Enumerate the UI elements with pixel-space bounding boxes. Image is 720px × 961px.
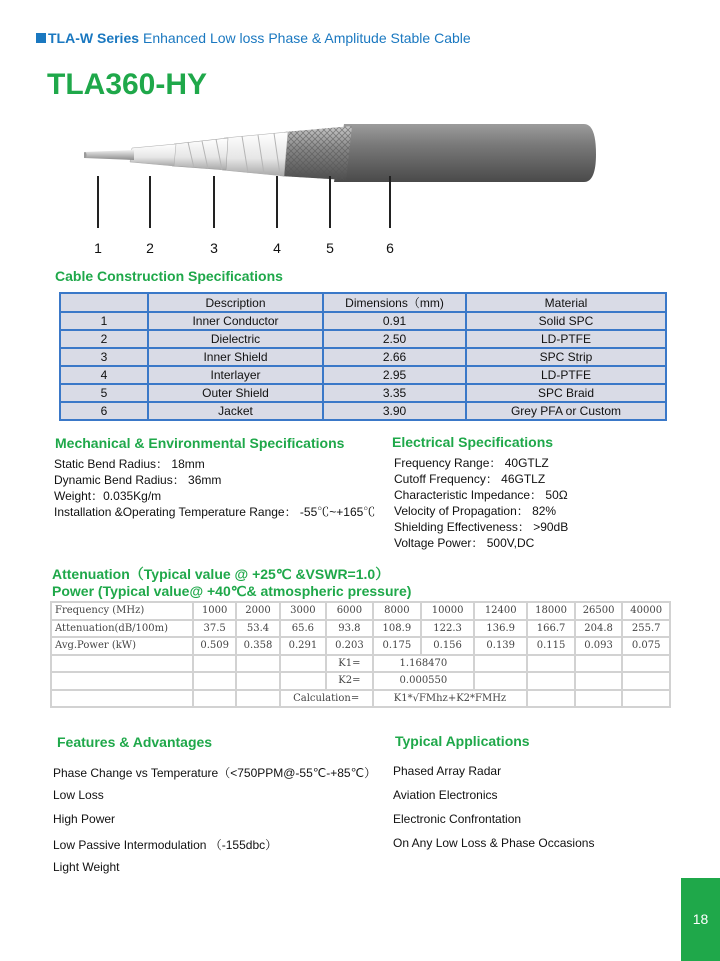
table-cell: SPC Strip [466, 348, 666, 366]
table-cell: 2.50 [323, 330, 466, 348]
table-cell: 8000 [373, 602, 421, 620]
spec-line: Static Bend Radius： 18mm [54, 457, 205, 471]
table-row [60, 402, 666, 420]
table-cell: 122.3 [421, 620, 474, 638]
series-header [36, 30, 471, 46]
mechanical-title: Mechanical & Environmental Specifications [55, 435, 345, 451]
square-bullet-icon [36, 33, 46, 43]
table-cell: 3.90 [323, 402, 466, 420]
spec-line: Velocity of Propagation： 82% [394, 504, 557, 518]
header-cell: Description [148, 293, 323, 312]
table-cell: 3.35 [323, 384, 466, 402]
empty-cell [575, 672, 623, 690]
spec-line: Dynamic Bend Radius： 36mm [54, 473, 222, 487]
k1-value: 1.168470 [373, 655, 474, 673]
table-cell: 1000 [193, 602, 236, 620]
table-row [60, 384, 666, 402]
table-cell: 5 [60, 384, 148, 402]
table-cell: 0.203 [326, 637, 373, 655]
table-cell: LD-PTFE [466, 366, 666, 384]
page-number: 18 [692, 911, 709, 927]
table-cell: LD-PTFE [466, 330, 666, 348]
features-list [53, 764, 376, 884]
callout-line [389, 176, 391, 228]
table-cell: 0.358 [236, 637, 279, 655]
table-cell: 0.291 [280, 637, 327, 655]
table-cell: 0.91 [323, 312, 466, 330]
table-cell: 12400 [474, 602, 527, 620]
callout-line [276, 176, 278, 228]
power-title: Power (Typical value@ +40℃& atmospheric pressure) [52, 583, 412, 599]
table-cell: 0.156 [421, 637, 474, 655]
k2-value: 0.000550 [373, 672, 474, 690]
electrical-spec-list [394, 455, 568, 551]
callout-number: 1 [94, 240, 102, 256]
cable-inner-shield [172, 138, 228, 170]
table-cell: 2000 [236, 602, 279, 620]
callout-line [149, 176, 151, 228]
list-item: Aviation Electronics [393, 788, 498, 802]
callout-number: 2 [146, 240, 154, 256]
table-cell: 255.7 [622, 620, 670, 638]
page-number-box [681, 878, 720, 961]
callout-markers [0, 176, 720, 266]
empty-cell [622, 672, 670, 690]
table-cell: 6 [60, 402, 148, 420]
cable-interlayer [222, 132, 288, 176]
row-label: Avg.Power (kW) [51, 637, 193, 655]
callout-number: 5 [326, 240, 334, 256]
table-cell: 53.4 [236, 620, 279, 638]
list-item: Low Loss [53, 788, 104, 802]
empty-cell [193, 672, 236, 690]
table-cell: 26500 [575, 602, 623, 620]
spec-line: Cutoff Frequency： 46GTLZ [394, 472, 546, 486]
table-cell: 136.9 [474, 620, 527, 638]
table-cell: 3 [60, 348, 148, 366]
table-cell: 0.075 [622, 637, 670, 655]
table-cell: Solid SPC [466, 312, 666, 330]
callout-line [97, 176, 99, 228]
spec-line: Frequency Range： 40GTLZ [394, 456, 549, 470]
table-row [51, 655, 670, 673]
table-cell: 0.175 [373, 637, 421, 655]
table-cell: 0.509 [193, 637, 236, 655]
table-cell: 4 [60, 366, 148, 384]
attenuation-title: Attenuation（Typical value @ +25℃ &VSWR=1.0） [52, 566, 390, 582]
table-row [60, 348, 666, 366]
cable-inner-conductor [84, 150, 134, 160]
table-row [51, 672, 670, 690]
callout-number: 6 [386, 240, 394, 256]
list-item: High Power [53, 812, 116, 826]
empty-cell [51, 672, 193, 690]
empty-cell [280, 655, 327, 673]
calculation-label: Calculation= [280, 690, 373, 708]
empty-cell [193, 690, 236, 708]
empty-cell [193, 655, 236, 673]
table-cell: Outer Shield [148, 384, 323, 402]
row-label: Frequency (MHz) [51, 602, 193, 620]
table-cell: 2.95 [323, 366, 466, 384]
list-item: Low Passive Intermodulation （-155dbc） [53, 838, 278, 852]
table-cell: 3000 [280, 602, 327, 620]
attenuation-table [50, 601, 671, 708]
table-cell: 37.5 [193, 620, 236, 638]
table-header-row [60, 293, 666, 312]
table-cell: 40000 [622, 602, 670, 620]
table-cell: Jacket [148, 402, 323, 420]
empty-cell [622, 655, 670, 673]
table-cell: 108.9 [373, 620, 421, 638]
table-cell: SPC Braid [466, 384, 666, 402]
list-item: Light Weight [53, 860, 120, 874]
table-cell: 6000 [326, 602, 373, 620]
empty-cell [527, 655, 575, 673]
table-row [51, 602, 670, 620]
empty-cell [51, 690, 193, 708]
list-item: On Any Low Loss & Phase Occasions [393, 836, 595, 850]
cable-dielectric [130, 144, 176, 166]
spec-line: Weight：0.035Kg/m [54, 489, 162, 503]
table-cell: Grey PFA or Custom [466, 402, 666, 420]
spec-line: Shielding Effectiveness： >90dB [394, 520, 569, 534]
table-row [51, 620, 670, 638]
cable-jacket [334, 124, 596, 182]
callout-number: 3 [210, 240, 218, 256]
calculation-formula: K1*√FMhz+K2*FMHz [373, 690, 528, 708]
spec-line: Installation &Operating Temperature Range： -55℃~+165℃ [54, 505, 376, 519]
k2-label: K2= [326, 672, 373, 690]
header-cell: Material [466, 293, 666, 312]
mechanical-spec-list [54, 456, 375, 520]
callout-line [213, 176, 215, 228]
construction-title: Cable Construction Specifications [55, 268, 283, 284]
model-title: TLA360-HY [47, 68, 208, 101]
features-title: Features & Advantages [57, 734, 213, 750]
row-label: Attenuation(dB/100m) [51, 620, 193, 638]
table-row [60, 366, 666, 384]
table-cell: 2 [60, 330, 148, 348]
cable-illustration [84, 118, 604, 184]
empty-cell [280, 672, 327, 690]
empty-cell [236, 690, 279, 708]
table-cell: 166.7 [527, 620, 575, 638]
table-row [51, 690, 670, 708]
empty-cell [236, 655, 279, 673]
table-cell: 65.6 [280, 620, 327, 638]
list-item: Electronic Confrontation [393, 812, 522, 826]
table-cell: 1 [60, 312, 148, 330]
table-cell: 10000 [421, 602, 474, 620]
callout-line [329, 176, 331, 228]
empty-cell [527, 690, 575, 708]
table-row [60, 312, 666, 330]
applications-list [393, 764, 594, 860]
table-cell: Dielectric [148, 330, 323, 348]
table-cell: 204.8 [575, 620, 623, 638]
empty-cell [474, 655, 527, 673]
spec-line: Voltage Power： 500V,DC [394, 536, 535, 550]
list-item: Phased Array Radar [393, 764, 502, 778]
empty-cell [527, 672, 575, 690]
table-cell: 0.093 [575, 637, 623, 655]
table-cell: Inner Shield [148, 348, 323, 366]
electrical-title: Electrical Specifications [392, 434, 554, 450]
callout-number: 4 [273, 240, 281, 256]
table-cell: 18000 [527, 602, 575, 620]
spec-line: Characteristic Impedance： 50Ω [394, 488, 568, 502]
table-cell: 93.8 [326, 620, 373, 638]
table-cell: Inner Conductor [148, 312, 323, 330]
empty-cell [474, 672, 527, 690]
empty-cell [51, 655, 193, 673]
table-row [51, 637, 670, 655]
series-description: Enhanced Low loss Phase & Amplitude Stable Cable [143, 30, 471, 46]
empty-cell [575, 655, 623, 673]
table-row [60, 330, 666, 348]
k1-label: K1= [326, 655, 373, 673]
construction-table [59, 292, 667, 421]
empty-cell [575, 690, 623, 708]
table-cell: Interlayer [148, 366, 323, 384]
empty-cell [236, 672, 279, 690]
empty-cell [622, 690, 670, 708]
applications-title: Typical Applications [395, 733, 530, 749]
table-cell: 2.66 [323, 348, 466, 366]
header-cell: Dimensions（mm) [323, 293, 466, 312]
list-item: Phase Change vs Temperature（<750PPM@-55℃-+85℃） [53, 766, 377, 780]
series-name: TLA-W Series [48, 30, 140, 46]
table-cell: 0.115 [527, 637, 575, 655]
header-cell [60, 293, 148, 312]
table-cell: 0.139 [474, 637, 527, 655]
